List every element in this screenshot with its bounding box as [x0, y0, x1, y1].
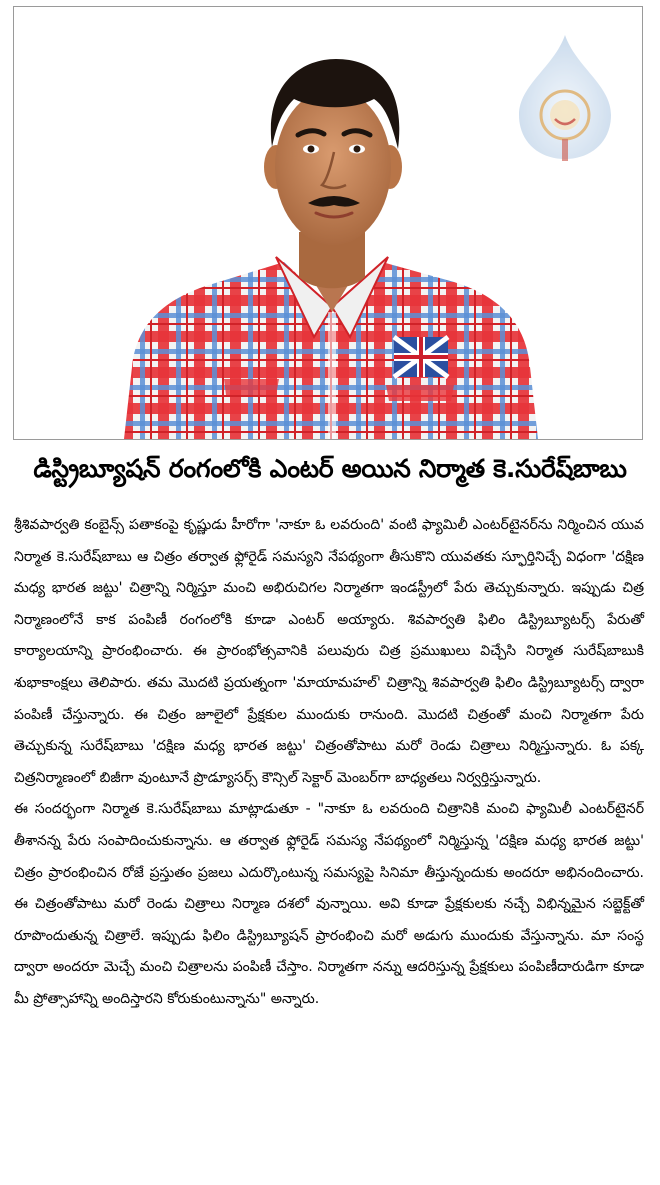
logo-watermark-icon	[519, 35, 611, 161]
portrait-illustration	[14, 7, 642, 439]
headline: డిస్ట్రిబ్యూషన్ రంగంలోకి ఎంటర్ అయిన నిర్మాత కె.సురేష్‌బాబు	[33, 454, 627, 483]
article-photo	[13, 6, 643, 440]
article-body	[14, 510, 644, 1016]
article-paragraph: ఈ సందర్భంగా నిర్మాత కె.సురేష్‌బాబు మాట్లాడుతూ - "నాకూ ఓ లవరుంది చిత్రానికి మంచి ఫ్యామిలీ ఎంటర్‌టైనర్ తీశానన్న పేరు సంపాదించుకున్నాను. ఆ తర్వాత ఫ్లోరైడ్ సమస్య నేపథ్యంలో నిర్మిస్తున్న 'దక్షిణ మధ్య భారత జట్టు' చిత్రం ప్రారంభించిన రోజే ప్రస్తుతం ప్రజలు ఎదుర్కొంటున్న సమస్యపై సినిమా తీస్తున్నందుకు అందరూ అభినందించారు. ఈ చిత్రంతోపాటు మరో రెండు చిత్రాలు నిర్మాణ దశలో వున్నాయి. అవి కూడా ప్రేక్షకులకు నచ్చే విభిన్నమైన సబ్జెక్ట్‌తో రూపొందుతున్న చిత్రాలే. ఇప్పుడు ఫిలిం డిస్ట్రిబ్యూషన్ ప్రారంభించి మరో అడుగు ముందుకు వేస్తున్నాను. మా సంస్థ ద్వారా అందరూ మెచ్చే మంచి చిత్రాలను పంపిణీ చేస్తాం. నిర్మాతగా నన్ను ఆదరిస్తున్న ప్రేక్షకులు పంపిణీదారుడిగా కూడా మీ ప్రోత్సాహాన్ని అందిస్తారని కోరుకుంటున్నాను" అన్నారు.	[14, 801, 644, 1007]
article-paragraph: శ్రీశివపార్వతి కంబైన్స్ పతాకంపై కృష్ణుడు హీరోగా 'నాకూ ఓ లవరుంది' వంటి ఫ్యామిలీ ఎంటర్‌టైనర్‌ను నిర్మించిన యువ నిర్మాత కె.సురేష్‌బాబు ఆ చిత్రం తర్వాత ఫ్లోరైడ్ సమస్యని నేపథ్యంగా తీసుకొని యువతకు స్ఫూర్తినిచ్చే విధంగా 'దక్షిణ మధ్య భారత జట్టు' చిత్రాన్ని నిర్మిస్తూ మంచి అభిరుచిగల నిర్మాతగా ఇండస్ట్రీలో పేరు తెచ్చుకున్నారు. ఇప్పుడు చిత్ర నిర్మాణంలోనే కాక పంపిణీ రంగంలోకి కూడా ఎంటర్ అయ్యారు. శివపార్వతి ఫిలిం డిస్ట్రిబ్యూటర్స్ పేరుతో కార్యాలయాన్ని ప్రారంభించారు. ఈ ప్రారంభోత్సవానికి పలువురు చిత్ర ప్రముఖులు విచ్చేసి నిర్మాత సురేష్‌బాబుకి శుభాకాంక్షలు తెలిపారు. తమ మొదటి ప్రయత్నంగా 'మాయామహల్' చిత్రాన్ని శివపార్వతి ఫిలిం డిస్ట్రిబ్యూటర్స్ ద్వారా పంపిణీ చేస్తున్నారు. ఈ చిత్రం జూలైలో ప్రేక్షకుల ముందుకు రానుంది. మొదటి చిత్రంతో మంచి నిర్మాతగా పేరు తెచ్చుకున్న సురేష్‌బాబు 'దక్షిణ మధ్య భారత జట్టు' చిత్రంతోపాటు మరో రెండు చిత్రాలు నిర్మిస్తున్నారు. ఓ పక్క చిత్రనిర్మాణంలో బిజీగా వుంటూనే ప్రొడ్యూసర్స్ కౌన్సిల్ సెక్టార్ మెంబర్‌గా బాధ్యతలు నిర్వర్తిస్తున్నారు.	[14, 517, 644, 786]
